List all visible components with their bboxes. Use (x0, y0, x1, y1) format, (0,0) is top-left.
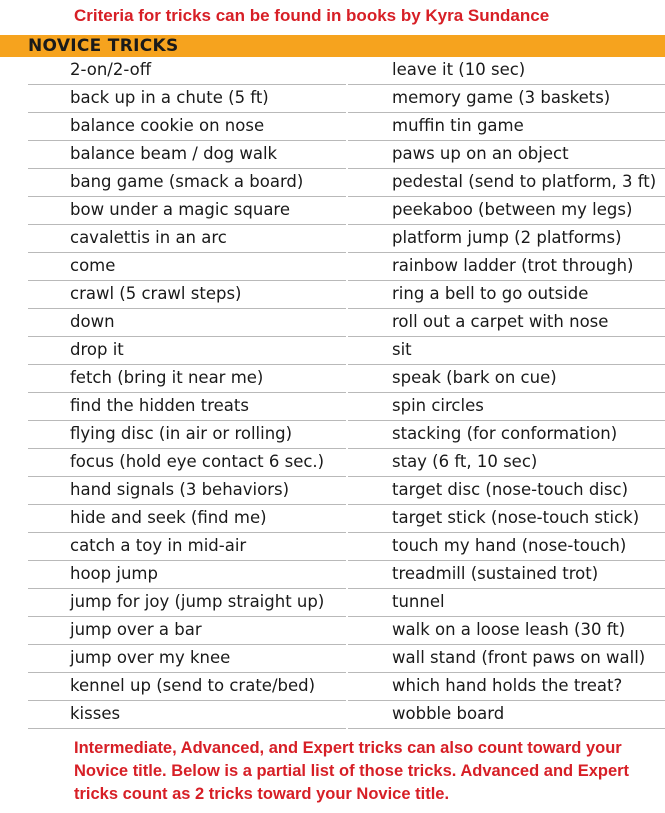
list-item: memory game (3 baskets) (348, 85, 665, 113)
list-item: hoop jump (28, 561, 346, 589)
list-item: treadmill (sustained trot) (348, 561, 665, 589)
list-item: hand signals (3 behaviors) (28, 477, 346, 505)
section-title: NOVICE TRICKS (28, 36, 179, 56)
list-item: kennel up (send to crate/bed) (28, 673, 346, 701)
list-item: tunnel (348, 589, 665, 617)
title-credit-note: Intermediate, Advanced, and Expert tricks can also count toward your Novice title. Below is a partial list of those tricks. Advanced and Expert tricks count as 2 tricks toward your Novice title. (74, 739, 630, 803)
list-item: down (28, 309, 346, 337)
list-item: jump over a bar (28, 617, 346, 645)
list-item: jump for joy (jump straight up) (28, 589, 346, 617)
list-item: pedestal (send to platform, 3 ft) (348, 169, 665, 197)
list-item: peekaboo (between my legs) (348, 197, 665, 225)
list-item: wobble board (348, 701, 665, 729)
list-item: find the hidden treats (28, 393, 346, 421)
list-item: platform jump (2 platforms) (348, 225, 665, 253)
list-item: stay (6 ft, 10 sec) (348, 449, 665, 477)
list-item: back up in a chute (5 ft) (28, 85, 346, 113)
list-item: balance beam / dog walk (28, 141, 346, 169)
list-item: flying disc (in air or rolling) (28, 421, 346, 449)
list-item: speak (bark on cue) (348, 365, 665, 393)
list-item: ring a bell to go outside (348, 281, 665, 309)
list-item: focus (hold eye contact 6 sec.) (28, 449, 346, 477)
list-item: target disc (nose-touch disc) (348, 477, 665, 505)
list-item: wall stand (front paws on wall) (348, 645, 665, 673)
list-item: crawl (5 crawl steps) (28, 281, 346, 309)
list-item: walk on a loose leash (30 ft) (348, 617, 665, 645)
list-item: come (28, 253, 346, 281)
list-item: fetch (bring it near me) (28, 365, 346, 393)
list-item: 2-on/2-off (28, 57, 346, 85)
tricks-list-left (28, 57, 346, 729)
list-item: muffin tin game (348, 113, 665, 141)
list-item: cavalettis in an arc (28, 225, 346, 253)
list-item: hide and seek (find me) (28, 505, 346, 533)
list-item: kisses (28, 701, 346, 729)
list-item: which hand holds the treat? (348, 673, 665, 701)
list-item: stacking (for conformation) (348, 421, 665, 449)
list-item: bow under a magic square (28, 197, 346, 225)
list-item: target stick (nose-touch stick) (348, 505, 665, 533)
list-item: bang game (smack a board) (28, 169, 346, 197)
list-item: balance cookie on nose (28, 113, 346, 141)
list-item: paws up on an object (348, 141, 665, 169)
list-item: catch a toy in mid-air (28, 533, 346, 561)
list-item: rainbow ladder (trot through) (348, 253, 665, 281)
list-item: sit (348, 337, 665, 365)
list-item: leave it (10 sec) (348, 57, 665, 85)
list-item: drop it (28, 337, 346, 365)
section-header-band (0, 35, 665, 57)
list-item: jump over my knee (28, 645, 346, 673)
tricks-list-right (348, 57, 665, 729)
list-item: roll out a carpet with nose (348, 309, 665, 337)
list-item: touch my hand (nose-touch) (348, 533, 665, 561)
criteria-note: Criteria for tricks can be found in books by Kyra Sundance (74, 6, 550, 25)
list-item: spin circles (348, 393, 665, 421)
